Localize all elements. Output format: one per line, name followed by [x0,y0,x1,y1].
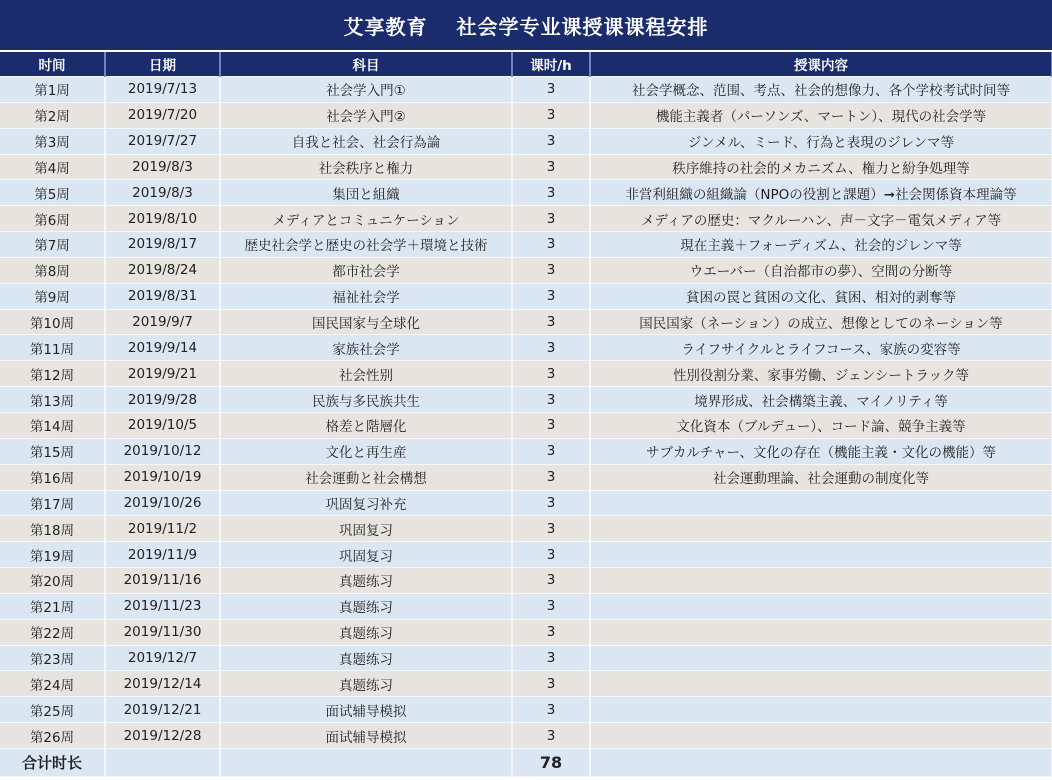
subject-cell: 巩固复习补充 [220,490,512,516]
schedule-table [0,52,1052,777]
date-cell: 2019/8/10 [105,206,220,232]
subject-cell: 社会学入門① [220,77,512,103]
table-row [0,516,1052,542]
content-cell: サブカルチャー、文化の存在（機能主義・文化の機能）等 [590,438,1052,464]
content-cell: 現在主義＋フォーディズム、社会的ジレンマ等 [590,232,1052,258]
table-row [0,412,1052,438]
subject-cell: 自我と社会、社会行為論 [220,128,512,154]
table-row [0,180,1052,206]
table-row [0,387,1052,413]
date-cell: 2019/11/23 [105,593,220,619]
header-row [0,52,1052,77]
page-title: 艾享教育 社会学专业课授课课程安排 [0,0,1052,52]
hours-cell: 3 [512,283,590,309]
header-week: 时间 [0,52,105,77]
week-cell: 第5周 [0,180,105,206]
table-row [0,232,1052,258]
table-row [0,309,1052,335]
content-cell: 秩序維持の社会的メカニズム、権力と紛争処理等 [590,154,1052,180]
week-cell: 第12周 [0,361,105,387]
hours-cell: 3 [512,568,590,594]
content-cell [590,490,1052,516]
table-row [0,568,1052,594]
hours-cell: 3 [512,309,590,335]
hours-cell: 3 [512,438,590,464]
total-empty-content [590,748,1052,776]
content-cell: ライフサイクルとライフコース、家族の変容等 [590,335,1052,361]
hours-cell: 3 [512,361,590,387]
hours-cell: 3 [512,102,590,128]
content-cell: 社会学概念、范围、考点、社会的想像力、各个学校考试时间等 [590,77,1052,103]
total-label: 合计时长 [0,748,105,776]
subject-cell: 真题练习 [220,619,512,645]
date-cell: 2019/10/26 [105,490,220,516]
hours-cell: 3 [512,619,590,645]
week-cell: 第9周 [0,283,105,309]
content-cell [590,645,1052,671]
table-row [0,438,1052,464]
week-cell: 第21周 [0,593,105,619]
date-cell: 2019/8/3 [105,180,220,206]
hours-cell: 3 [512,412,590,438]
table-row [0,206,1052,232]
hours-cell: 3 [512,723,590,749]
table-row [0,645,1052,671]
content-cell: ジンメル、ミード、行為と表現のジレンマ等 [590,128,1052,154]
date-cell: 2019/12/28 [105,723,220,749]
week-cell: 第14周 [0,412,105,438]
date-cell: 2019/10/19 [105,464,220,490]
subject-cell: 民族与多民族共生 [220,387,512,413]
content-cell: 境界形成、社会構築主義、マイノリティ等 [590,387,1052,413]
content-cell [590,542,1052,568]
subject-cell: 社会学入門② [220,102,512,128]
table-row [0,542,1052,568]
total-empty-date [105,748,220,776]
date-cell: 2019/10/5 [105,412,220,438]
subject-cell: 福祉社会学 [220,283,512,309]
header-hours: 课时/h [512,52,590,77]
date-cell: 2019/11/9 [105,542,220,568]
content-cell: 貧困の罠と貧困の文化、貧困、相対的剥奪等 [590,283,1052,309]
week-cell: 第8周 [0,257,105,283]
subject-cell: 真题练习 [220,671,512,697]
subject-cell: 社会秩序と権力 [220,154,512,180]
hours-cell: 3 [512,206,590,232]
week-cell: 第1周 [0,77,105,103]
subject-cell: 格差と階層化 [220,412,512,438]
date-cell: 2019/8/17 [105,232,220,258]
content-cell: 機能主義者（パーソンズ、マートン）、現代の社会学等 [590,102,1052,128]
total-hours: 78 [512,748,590,776]
week-cell: 第24周 [0,671,105,697]
date-cell: 2019/10/12 [105,438,220,464]
content-cell: 性別役割分業、家事労働、ジェンシートラック等 [590,361,1052,387]
content-cell: 文化資本（ブルデュー）、コード論、競争主義等 [590,412,1052,438]
subject-cell: 巩固复习 [220,516,512,542]
date-cell: 2019/12/21 [105,697,220,723]
content-cell [590,723,1052,749]
table-row [0,593,1052,619]
table-row [0,335,1052,361]
week-cell: 第10周 [0,309,105,335]
table-row [0,619,1052,645]
table-row [0,723,1052,749]
hours-cell: 3 [512,77,590,103]
hours-cell: 3 [512,335,590,361]
content-cell: 国民国家（ネーション）の成立、想像としてのネーション等 [590,309,1052,335]
table-row [0,77,1052,103]
week-cell: 第2周 [0,102,105,128]
date-cell: 2019/11/16 [105,568,220,594]
hours-cell: 3 [512,645,590,671]
table-row [0,361,1052,387]
content-cell [590,697,1052,723]
hours-cell: 3 [512,180,590,206]
hours-cell: 3 [512,257,590,283]
week-cell: 第26周 [0,723,105,749]
date-cell: 2019/8/24 [105,257,220,283]
hours-cell: 3 [512,490,590,516]
header-date: 日期 [105,52,220,77]
date-cell: 2019/8/31 [105,283,220,309]
total-empty-subject [220,748,512,776]
hours-cell: 3 [512,128,590,154]
subject-cell: 文化と再生産 [220,438,512,464]
week-cell: 第6周 [0,206,105,232]
week-cell: 第7周 [0,232,105,258]
table-row [0,128,1052,154]
content-cell [590,671,1052,697]
week-cell: 第19周 [0,542,105,568]
subject-cell: 都市社会学 [220,257,512,283]
content-cell: 社会運動理論、社会運動の制度化等 [590,464,1052,490]
table-row [0,697,1052,723]
content-cell: ウエーバー（自治都市の夢）、空間の分断等 [590,257,1052,283]
week-cell: 第17周 [0,490,105,516]
week-cell: 第22周 [0,619,105,645]
subject-cell: 面试辅导模拟 [220,723,512,749]
subject-cell: 巩固复习 [220,542,512,568]
subject-cell: 国民国家与全球化 [220,309,512,335]
content-cell [590,516,1052,542]
table-row [0,464,1052,490]
subject-cell: 集団と組織 [220,180,512,206]
date-cell: 2019/7/13 [105,77,220,103]
subject-cell: 歴史社会学と歴史の社会学＋環境と技術 [220,232,512,258]
date-cell: 2019/11/30 [105,619,220,645]
week-cell: 第18周 [0,516,105,542]
week-cell: 第15周 [0,438,105,464]
subject-cell: 社会運動と社会構想 [220,464,512,490]
hours-cell: 3 [512,593,590,619]
table-row [0,102,1052,128]
week-cell: 第25周 [0,697,105,723]
subject-cell: 真题练习 [220,593,512,619]
subject-cell: 真题练习 [220,568,512,594]
date-cell: 2019/12/14 [105,671,220,697]
date-cell: 2019/11/2 [105,516,220,542]
table-row [0,490,1052,516]
content-cell: 非営利組織の組織論（NPOの役割と課題）➞社会関係資本理論等 [590,180,1052,206]
subject-cell: 真题练习 [220,645,512,671]
header-content: 授课内容 [590,52,1052,77]
hours-cell: 3 [512,516,590,542]
date-cell: 2019/7/20 [105,102,220,128]
content-cell: メディアの歴史：マクルーハン、声－文字－電気メディア等 [590,206,1052,232]
subject-cell: 面试辅导模拟 [220,697,512,723]
date-cell: 2019/9/21 [105,361,220,387]
week-cell: 第16周 [0,464,105,490]
header-subject: 科目 [220,52,512,77]
date-cell: 2019/12/7 [105,645,220,671]
table-row [0,154,1052,180]
date-cell: 2019/7/27 [105,128,220,154]
date-cell: 2019/8/3 [105,154,220,180]
week-cell: 第23周 [0,645,105,671]
table-row [0,283,1052,309]
hours-cell: 3 [512,387,590,413]
total-row [0,748,1052,776]
date-cell: 2019/9/7 [105,309,220,335]
content-cell [590,619,1052,645]
table-row [0,257,1052,283]
hours-cell: 3 [512,671,590,697]
week-cell: 第11周 [0,335,105,361]
hours-cell: 3 [512,154,590,180]
content-cell [590,568,1052,594]
week-cell: 第20周 [0,568,105,594]
subject-cell: 社会性别 [220,361,512,387]
hours-cell: 3 [512,464,590,490]
week-cell: 第3周 [0,128,105,154]
table-row [0,671,1052,697]
subject-cell: 家族社会学 [220,335,512,361]
date-cell: 2019/9/28 [105,387,220,413]
week-cell: 第4周 [0,154,105,180]
week-cell: 第13周 [0,387,105,413]
hours-cell: 3 [512,232,590,258]
hours-cell: 3 [512,697,590,723]
hours-cell: 3 [512,542,590,568]
date-cell: 2019/9/14 [105,335,220,361]
subject-cell: メディアとコミュニケーション [220,206,512,232]
content-cell [590,593,1052,619]
